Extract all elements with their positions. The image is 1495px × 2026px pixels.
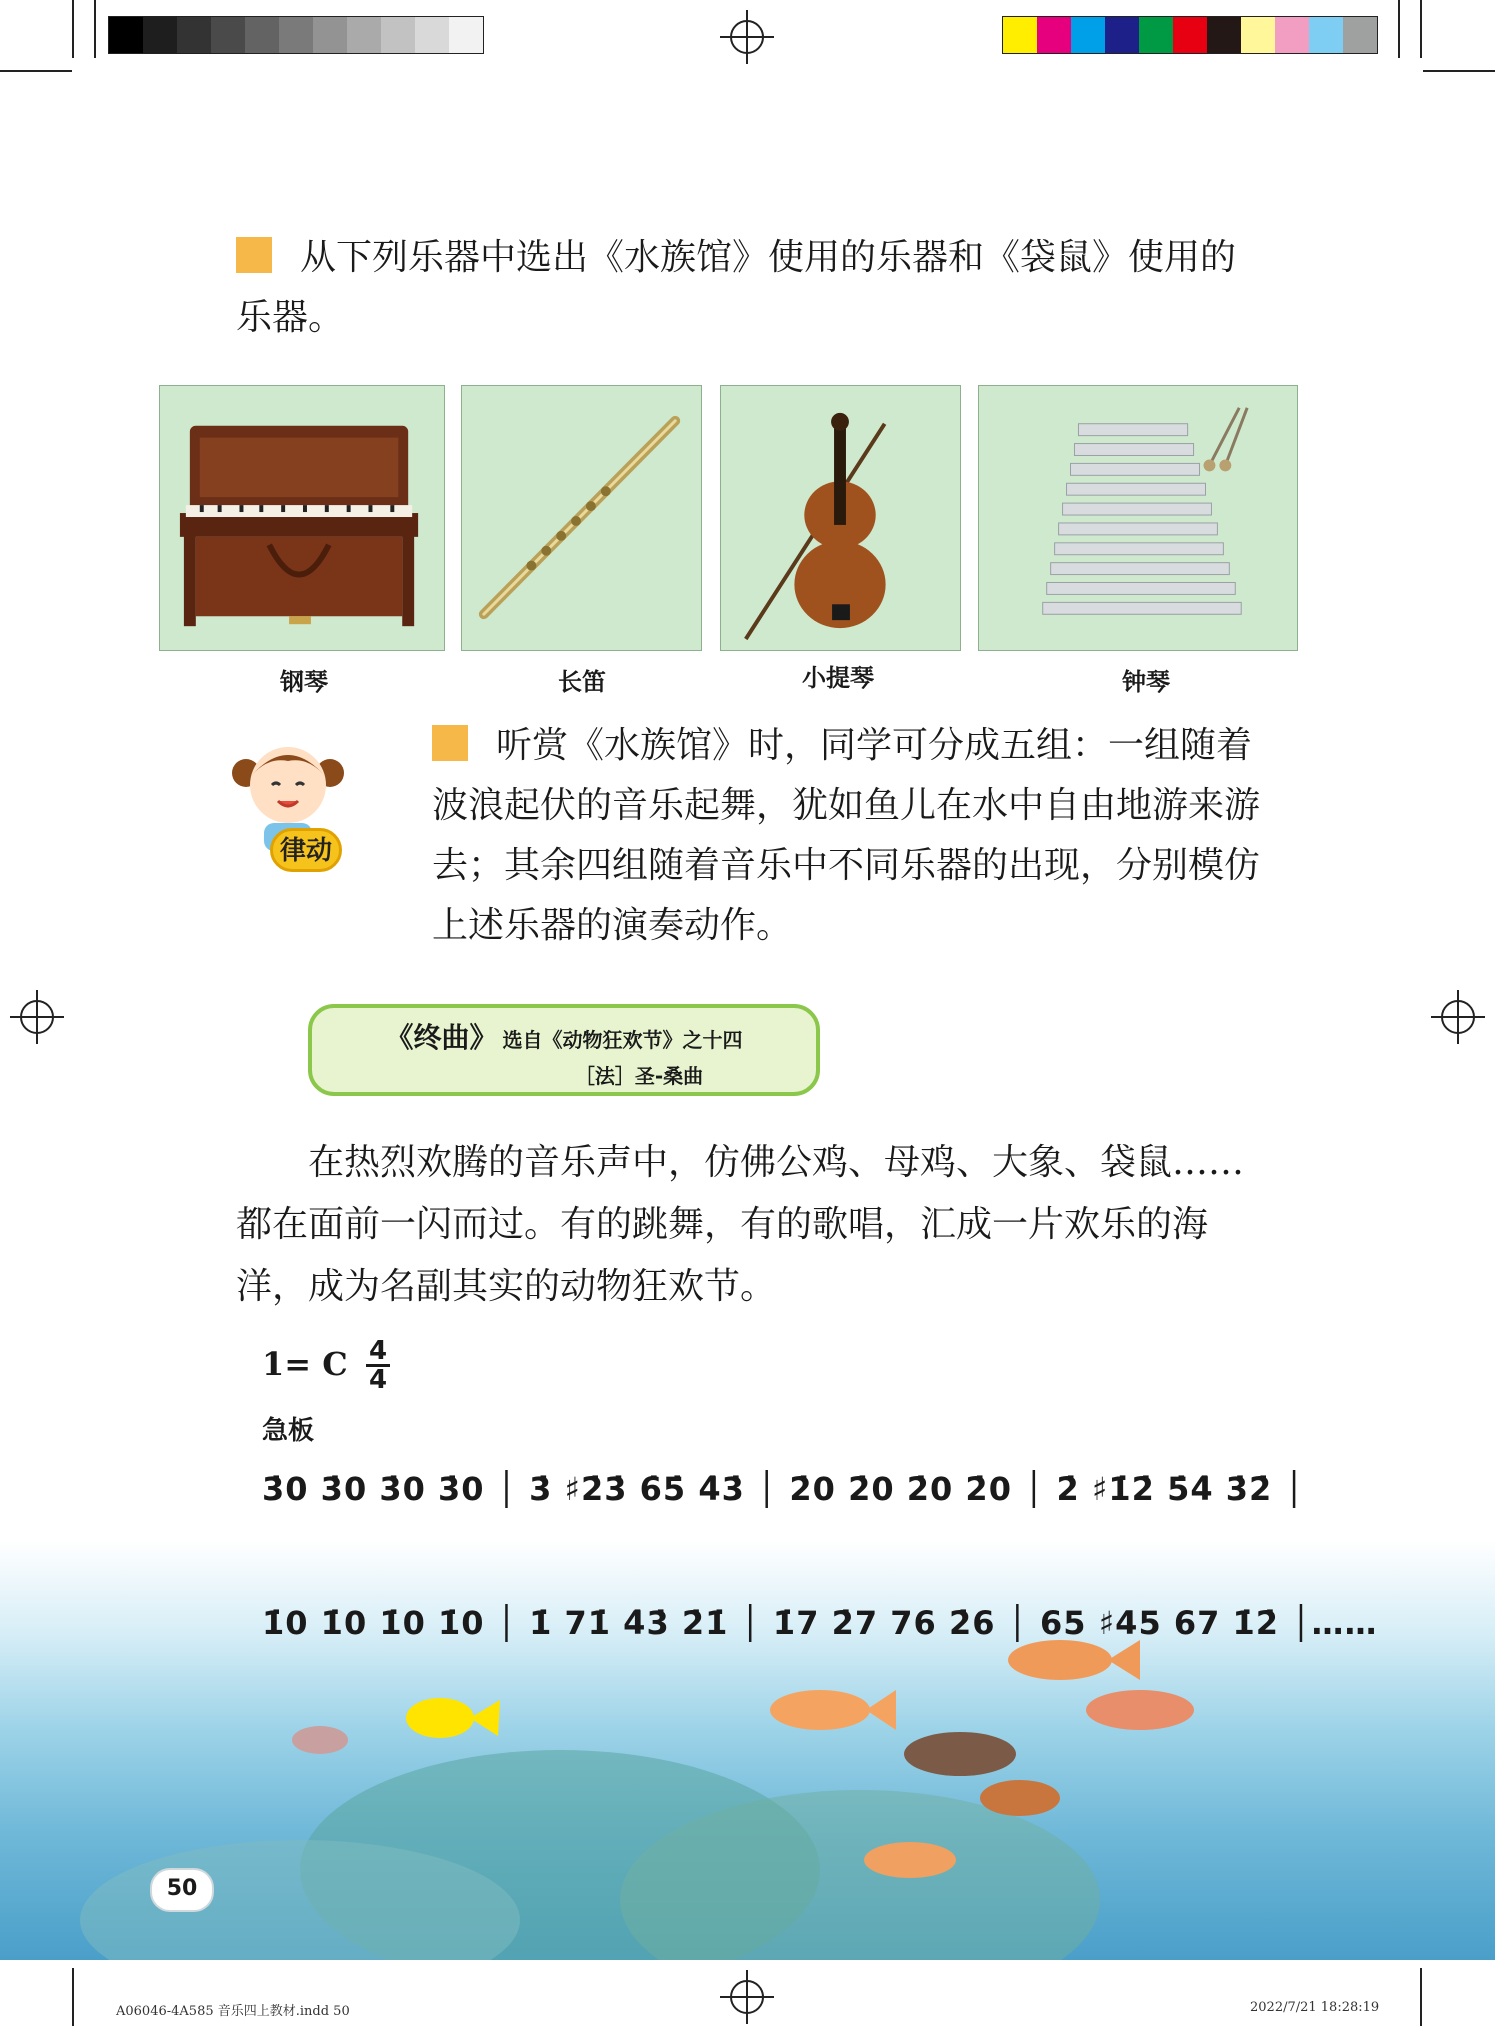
glockenspiel-caption: 钟琴 xyxy=(1122,668,1170,696)
gray-swatch xyxy=(449,17,483,53)
gray-swatch xyxy=(245,17,279,53)
gray-swatch xyxy=(415,17,449,53)
piano-photo xyxy=(159,385,445,651)
time-signature-bottom: 4 xyxy=(366,1364,390,1393)
flute-caption: 长笛 xyxy=(558,668,606,696)
gray-swatch xyxy=(109,17,143,53)
piece-title: 《终曲》 xyxy=(385,1021,498,1054)
crop-mark xyxy=(1398,0,1400,58)
description-paragraph: 在热烈欢腾的音乐声中，仿佛公鸡、母鸡、大象、袋鼠……都在面前一闪而过。有的跳舞，有的歌唱，汇成一片欢乐的海洋，成为名副其实的动物狂欢节。 xyxy=(236,1142,1245,1307)
activity-badge: 律动 xyxy=(270,828,342,872)
crop-mark xyxy=(94,0,96,58)
ocean-background-image xyxy=(0,1540,1495,1960)
color-swatch xyxy=(1071,17,1105,53)
footer-timestamp: 2022/7/21 18:28:19 xyxy=(1250,2000,1380,2015)
gray-swatch xyxy=(279,17,313,53)
score-line-1: 3̇0 3̇0 3̇0 3̇0 │ 3̇ ♯2̇3̇ 6̇5̇ 4̇3̇ │ 2̇0 2̇0 2̇0 2̇0 │ 2̇ ♯1̇2̇ 5̇4̇ 3̇2̇ │ xyxy=(262,1470,1305,1508)
crop-mark xyxy=(1423,70,1495,72)
flute-image xyxy=(462,386,701,650)
color-swatch xyxy=(1173,17,1207,53)
piece-composer: ［法］圣-桑曲 xyxy=(574,1064,704,1088)
score-line-2: 1̇0 1̇0 1̇0 1̇0 │ 1̇ 71̇ 4̇3̇ 2̇1̇ │ 1̇7 2̇7 76 2̇6 │ 65 ♯45 67 1̇2̇ │…… xyxy=(262,1604,1378,1642)
glockenspiel-photo xyxy=(978,385,1298,651)
gray-swatch xyxy=(347,17,381,53)
bullet-square-icon xyxy=(432,725,468,761)
gray-swatch xyxy=(177,17,211,53)
piano-image xyxy=(160,386,444,650)
gray-swatch xyxy=(313,17,347,53)
instruction-paragraph xyxy=(236,228,1256,348)
glockenspiel-image xyxy=(979,386,1297,650)
violin-image xyxy=(721,386,960,650)
color-swatch xyxy=(1275,17,1309,53)
coral-reef-fish-icon xyxy=(0,1540,1495,1960)
violin-photo xyxy=(720,385,961,651)
footer-file-info: A06046-4A585 音乐四上教材.indd 50 xyxy=(116,2004,350,2019)
color-swatch xyxy=(1241,17,1275,53)
time-signature xyxy=(366,1338,390,1393)
registration-mark-icon xyxy=(720,10,774,64)
color-swatch xyxy=(1139,17,1173,53)
violin-caption: 小提琴 xyxy=(802,664,874,692)
color-swatch xyxy=(1003,17,1037,53)
tempo-marking: 急板 xyxy=(262,1416,315,1446)
color-swatch xyxy=(1309,17,1343,53)
registration-mark-icon xyxy=(720,1970,774,2024)
piece-source: 选自《动物狂欢节》之十四 xyxy=(502,1028,743,1052)
crop-mark xyxy=(0,70,72,72)
bullet-square-icon xyxy=(236,237,272,273)
key-signature: 1= C xyxy=(262,1345,348,1383)
registration-mark-icon xyxy=(10,990,64,1044)
color-swatch xyxy=(1037,17,1071,53)
flute-photo xyxy=(461,385,702,651)
gray-swatch xyxy=(143,17,177,53)
crop-mark xyxy=(72,0,74,58)
crop-mark xyxy=(72,1968,74,2026)
time-signature-top: 4 xyxy=(368,1336,388,1366)
color-swatch xyxy=(1207,17,1241,53)
gray-swatch xyxy=(381,17,415,53)
crop-mark xyxy=(1420,0,1422,58)
registration-mark-icon xyxy=(1431,990,1485,1044)
piece-title-box xyxy=(308,1004,820,1096)
crop-mark xyxy=(1420,1968,1422,2026)
activity-paragraph xyxy=(432,716,1262,956)
piano-caption: 钢琴 xyxy=(280,668,328,696)
color-calibration-bar xyxy=(1002,16,1378,54)
instruction-text: 从下列乐器中选出《水族馆》使用的乐器和《袋鼠》使用的乐器。 xyxy=(236,237,1237,338)
color-swatch xyxy=(1343,17,1377,53)
activity-text: 听赏《水族馆》时，同学可分成五组：一组随着波浪起伏的音乐起舞，犹如鱼儿在水中自由地游来游去；其余四组随着音乐中不同乐器的出现，分别模仿上述乐器的演奏动作。 xyxy=(432,725,1261,946)
page-number: 50 xyxy=(150,1868,214,1912)
gray-swatch xyxy=(211,17,245,53)
color-swatch xyxy=(1105,17,1139,53)
gray-calibration-bar xyxy=(108,16,484,54)
